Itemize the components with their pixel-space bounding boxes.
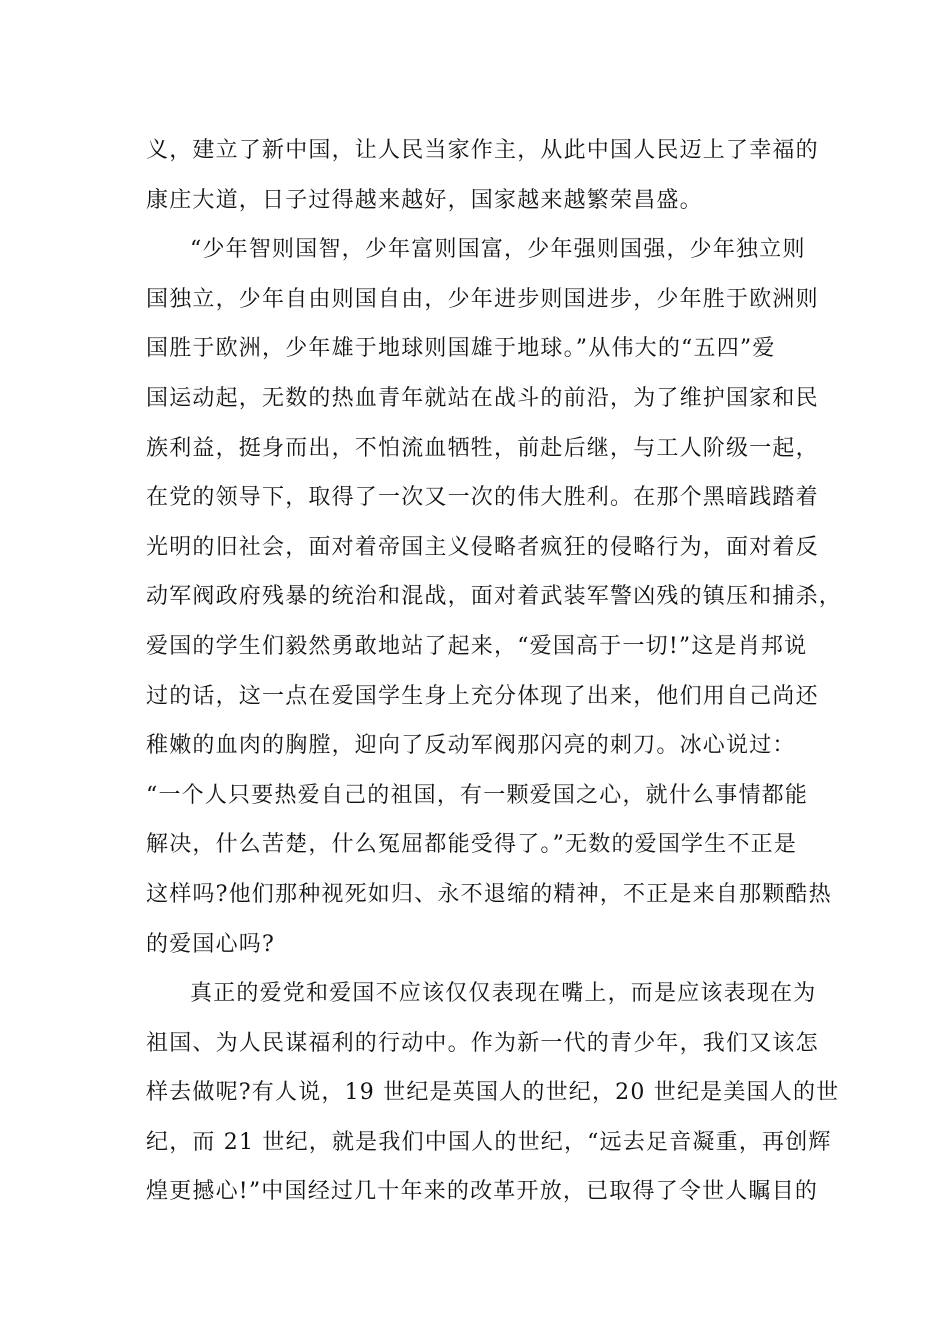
text-line: 煌更撼心!”中国经过几十年来的改革开放，已取得了令世人瞩目的	[146, 1179, 819, 1205]
text-line: 在党的领导下，取得了一次又一次的伟大胜利。在那个黑暗践踏着	[146, 485, 819, 511]
text-line: 爱国的学生们毅然勇敢地站了起来，“爱国高于一切!”这是肖邦说	[146, 633, 808, 659]
text-line: 国独立，少年自由则国自由，少年进步则国进步，少年胜于欧洲则	[146, 286, 819, 312]
text-line: 光明的旧社会，面对着帝国主义侵略者疯狂的侵略行为，面对着反	[146, 534, 819, 560]
paragraph-start-line: 真正的爱党和爱国不应该仅仅表现在嘴上，而是应该表现在为	[190, 981, 817, 1007]
text-line: 纪，而 21 世纪，就是我们中国人的世纪，“远去足音凝重，再创辉	[146, 1129, 832, 1155]
text-line: 康庄大道，日子过得越来越好，国家越来越繁荣昌盛。	[146, 187, 703, 213]
text-line: 解决，什么苦楚，什么冤屈都能受得了。”无数的爱国学生不正是	[146, 832, 798, 858]
text-line: 过的话，这一点在爱国学生身上充分体现了出来，他们用自己尚还	[146, 683, 819, 709]
text-line: 国胜于欧洲，少年雄于地球则国雄于地球。”从伟大的“五四”爱	[146, 336, 776, 362]
body-text	[146, 126, 843, 1217]
text-line: 国运动起，无数的热血青年就站在战斗的前沿，为了维护国家和民	[146, 385, 819, 411]
text-line: 动军阀政府残暴的统治和混战，面对着武装军警凶残的镇压和捕杀，	[146, 584, 843, 610]
text-line: 这样吗?他们那种视死如归、永不退缩的精神，不正是来自那颗酷热	[146, 881, 832, 907]
text-line: 样去做呢?有人说，19 世纪是英国人的世纪，20 世纪是美国人的世	[146, 1080, 840, 1106]
text-line: 的爱国心吗?	[146, 931, 275, 957]
text-line: 稚嫩的血肉的胸膛，迎向了反动军阀那闪亮的刺刀。冰心说过：	[146, 733, 796, 759]
text-line: 祖国、为人民谋福利的行动中。作为新一代的青少年，我们又该怎	[146, 1030, 819, 1056]
text-line: 义，建立了新中国，让人民当家作主，从此中国人民迈上了幸福的	[146, 138, 819, 163]
text-line: “一个人只要热爱自己的祖国，有一颗爱国之心，就什么事情都能	[146, 782, 809, 808]
text-line: 族利益，挺身而出，不怕流血牺牲，前赴后继，与工人阶级一起，	[146, 435, 819, 461]
paragraph-start-line: “少年智则国智，少年富则国富，少年强则国强，少年独立则	[190, 237, 806, 263]
